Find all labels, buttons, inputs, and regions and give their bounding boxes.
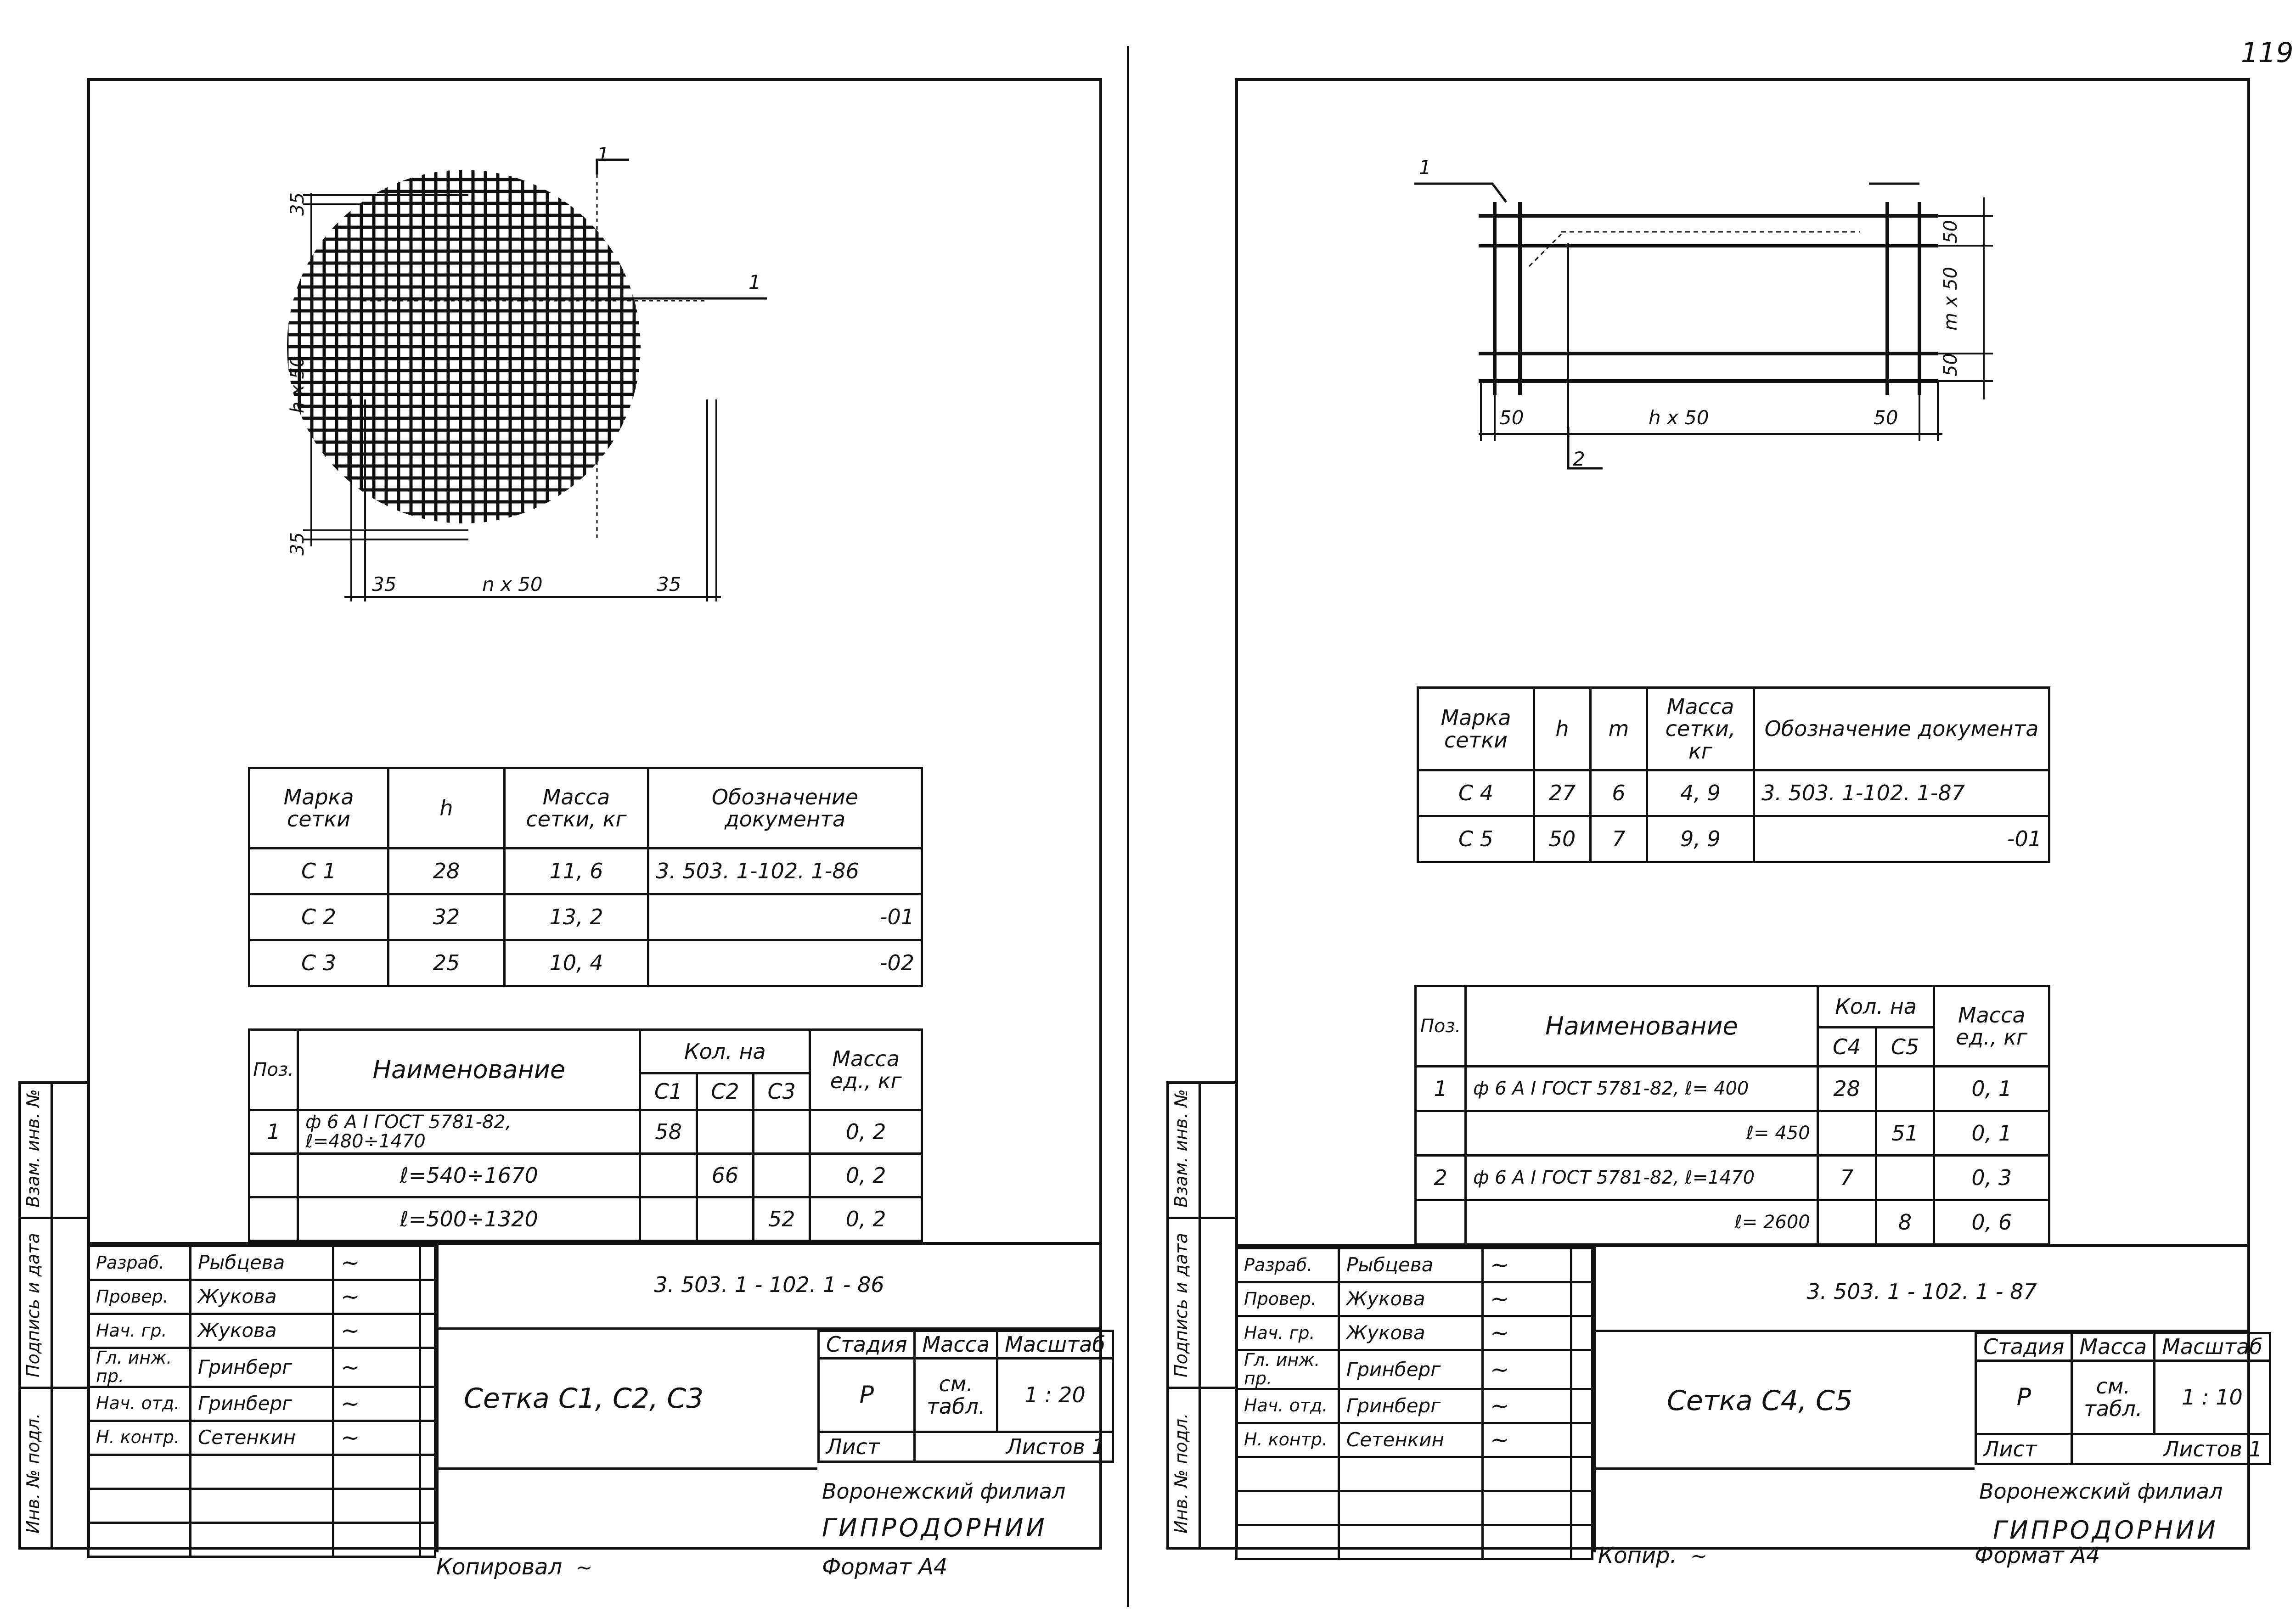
left-parts-mass: 0, 2 xyxy=(810,1154,922,1197)
right-spec-h-m: m xyxy=(1591,688,1647,770)
right-spec-cell: С 5 xyxy=(1418,816,1534,862)
right-org-2: ГИПРОДОРНИИ xyxy=(1993,1516,2218,1545)
right-spec-cell: -01 xyxy=(1754,816,2049,862)
right-side-divider xyxy=(1199,1081,1201,1550)
signatory-role: Разраб. xyxy=(89,1246,191,1280)
left-spec-cell: 3. 503. 1-102. 1-86 xyxy=(648,848,922,894)
signatory-name: Жукова xyxy=(190,1280,333,1314)
date-cell xyxy=(420,1246,435,1280)
right-parts-h-pos: Поз. xyxy=(1416,986,1466,1067)
right-parts-q: 8 xyxy=(1876,1200,1934,1245)
left-parts-h-c2: С2 xyxy=(697,1073,753,1110)
left-parts-h-c3: С3 xyxy=(754,1073,810,1110)
right-spec-cell: С 4 xyxy=(1418,770,1534,816)
right-org-1: Воронежский филиал xyxy=(1979,1479,2223,1504)
signatory-role xyxy=(89,1455,191,1489)
left-side-divider xyxy=(51,1081,53,1550)
signatory-name: Жукова xyxy=(1339,1282,1483,1316)
left-spec-cell: С 2 xyxy=(249,894,388,940)
date-cell xyxy=(1571,1525,1593,1559)
left-signatory-grid xyxy=(87,1245,436,1558)
left-dim-right: 35 xyxy=(657,573,681,596)
signatory-row xyxy=(1237,1525,1593,1559)
left-spec-h-doc: Обозначение документа xyxy=(648,768,922,848)
right-signatory-grid xyxy=(1235,1247,1593,1560)
left-parts-pos: 1 xyxy=(249,1110,298,1154)
signatory-name: Гринберг xyxy=(190,1387,333,1421)
signatory-name xyxy=(190,1489,333,1522)
left-dim-height: h x 50 xyxy=(287,355,308,413)
steel-mesh-circle xyxy=(276,147,804,629)
signatory-name: Жукова xyxy=(1339,1316,1483,1350)
signature-mark: ~ xyxy=(1483,1389,1571,1423)
right-parts-pos xyxy=(1416,1111,1466,1156)
signatory-row xyxy=(89,1348,435,1387)
signatory-role: Нач. отд. xyxy=(1237,1389,1339,1423)
right-scale-h: Масштаб xyxy=(2155,1333,2270,1361)
date-cell xyxy=(1571,1350,1593,1389)
signature-mark: ~ xyxy=(1483,1350,1571,1389)
right-mass-h: Масса xyxy=(2072,1333,2155,1361)
date-cell xyxy=(420,1387,435,1421)
signatory-role: Провер. xyxy=(89,1280,191,1314)
signatory-name xyxy=(1339,1491,1483,1525)
right-spec-cell: 27 xyxy=(1534,770,1591,816)
right-spec-h-mark: Марка сетки xyxy=(1418,688,1534,770)
signature-mark: ~ xyxy=(333,1314,420,1348)
signature-mark xyxy=(1483,1491,1571,1525)
left-dim-mid: n x 50 xyxy=(482,573,543,596)
right-dim-bot: 50 xyxy=(1940,353,1961,376)
right-side-label-inv: Инв. № подл. xyxy=(1171,1413,1191,1534)
signatory-row xyxy=(89,1246,435,1280)
signatory-role xyxy=(1237,1491,1339,1525)
signatory-row xyxy=(1237,1423,1593,1457)
right-stage-h: Стадия xyxy=(1976,1333,2072,1361)
signature-mark: ~ xyxy=(1483,1248,1571,1282)
signatory-name xyxy=(1339,1457,1483,1491)
left-parts-h-pos: Поз. xyxy=(249,1030,298,1110)
signature-mark xyxy=(333,1455,420,1489)
right-parts-mass: 0, 6 xyxy=(1934,1200,2049,1245)
right-scale: 1 : 10 xyxy=(2155,1361,2270,1434)
signatory-row xyxy=(89,1522,435,1556)
right-spec-cell: 4, 9 xyxy=(1647,770,1754,816)
right-parts-q: 51 xyxy=(1876,1111,1934,1156)
signature-mark: ~ xyxy=(569,1556,593,1579)
left-callout-2: 1 xyxy=(748,271,761,293)
signature-mark xyxy=(333,1522,420,1556)
right-parts-h-c5: С5 xyxy=(1876,1028,1934,1067)
signatory-name xyxy=(190,1522,333,1556)
right-stage: Р xyxy=(1976,1361,2072,1434)
left-dim-top: 35 xyxy=(287,192,308,216)
left-parts-q xyxy=(754,1154,810,1197)
right-spec-cell: 50 xyxy=(1534,816,1591,862)
date-cell xyxy=(420,1455,435,1489)
right-parts-table xyxy=(1414,985,2050,1246)
signature-mark: ~ xyxy=(1483,1423,1571,1457)
right-sheets: Листов 1 xyxy=(2072,1434,2270,1464)
left-parts-table xyxy=(248,1028,923,1242)
steel-mesh-rect xyxy=(1387,152,2020,482)
left-parts-pos xyxy=(249,1154,298,1197)
right-sheet: Лист xyxy=(1976,1434,2072,1464)
left-side-sep1 xyxy=(18,1217,90,1219)
right-spec-table xyxy=(1417,686,2050,863)
left-sheet-title: Сетка С1, С2, С3 xyxy=(464,1382,704,1415)
signatory-role: Гл. инж. пр. xyxy=(1237,1350,1339,1389)
left-spec-cell: 32 xyxy=(388,894,505,940)
signatory-row xyxy=(89,1387,435,1421)
signature-mark xyxy=(1483,1525,1571,1559)
date-cell xyxy=(1571,1491,1593,1525)
left-spec-h-mass: Масса сетки, кг xyxy=(505,768,648,848)
signatory-name: Жукова xyxy=(190,1314,333,1348)
left-format-label: Формат А4 xyxy=(822,1554,948,1580)
signature-mark xyxy=(1483,1457,1571,1491)
signature-mark: ~ xyxy=(333,1280,420,1314)
signature-mark: ~ xyxy=(1483,1316,1571,1350)
right-parts-pos: 2 xyxy=(1416,1156,1466,1200)
signature-mark: ~ xyxy=(333,1421,420,1455)
right-parts-h-c4: С4 xyxy=(1818,1028,1876,1067)
signatory-row xyxy=(1237,1491,1593,1525)
left-scale-h: Масштаб xyxy=(997,1331,1113,1359)
left-sheets: Листов 1 xyxy=(915,1432,1113,1462)
date-cell xyxy=(1571,1248,1593,1282)
signatory-name: Сетенкин xyxy=(1339,1423,1483,1457)
signatory-role xyxy=(1237,1457,1339,1491)
signatory-row xyxy=(1237,1282,1593,1316)
date-cell xyxy=(420,1280,435,1314)
date-cell xyxy=(420,1489,435,1522)
right-parts-q xyxy=(1876,1067,1934,1111)
signature-mark: ~ xyxy=(333,1246,420,1280)
signatory-name: Рыбцева xyxy=(1339,1248,1483,1282)
left-parts-q xyxy=(754,1110,810,1154)
signature-mark xyxy=(333,1489,420,1522)
left-copied-label xyxy=(436,1554,592,1580)
right-spec-cell: 7 xyxy=(1591,816,1647,862)
right-parts-mass: 0, 1 xyxy=(1934,1067,2049,1111)
date-cell xyxy=(420,1421,435,1455)
left-stage: Р xyxy=(819,1359,915,1432)
left-parts-q xyxy=(640,1154,697,1197)
left-org-1: Воронежский филиал xyxy=(822,1479,1066,1504)
left-spec-cell: -02 xyxy=(648,940,922,986)
right-mass: см. табл. xyxy=(2072,1361,2155,1434)
signatory-role xyxy=(89,1489,191,1522)
right-dim-left: 50 xyxy=(1499,406,1524,429)
right-parts-mass: 0, 3 xyxy=(1934,1156,2049,1200)
signature-mark: ~ xyxy=(1483,1282,1571,1316)
signatory-name: Гринберг xyxy=(1339,1350,1483,1389)
right-side-sep2 xyxy=(1166,1387,1238,1389)
signatory-role xyxy=(89,1522,191,1556)
right-parts-name: ф 6 А I ГОСТ 5781-82, ℓ=1470 xyxy=(1466,1156,1818,1200)
left-mass-h: Масса xyxy=(915,1331,997,1359)
left-spec-cell: 11, 6 xyxy=(505,848,648,894)
right-side-label-replace: Взам. инв. № xyxy=(1171,1089,1191,1208)
right-spec-h-n: h xyxy=(1534,688,1591,770)
signatory-name: Гринберг xyxy=(190,1348,333,1387)
left-spec-cell: С 3 xyxy=(249,940,388,986)
signatory-row xyxy=(1237,1389,1593,1423)
signatory-role xyxy=(1237,1525,1339,1559)
left-parts-name: ф 6 А I ГОСТ 5781-82, ℓ=480÷1470 xyxy=(298,1110,640,1154)
right-dim-right: 50 xyxy=(1874,406,1898,429)
signatory-role: Гл. инж. пр. xyxy=(89,1348,191,1387)
signatory-role: Провер. xyxy=(1237,1282,1339,1316)
right-spec-h-doc: Обозначение документа xyxy=(1754,688,2049,770)
left-mass: см. табл. xyxy=(915,1359,997,1432)
left-spec-cell: 25 xyxy=(388,940,505,986)
right-parts-h-name: Наименование xyxy=(1466,986,1818,1067)
date-cell xyxy=(1571,1389,1593,1423)
signatory-row xyxy=(1237,1350,1593,1389)
right-parts-h-mass: Масса ед., кг xyxy=(1934,986,2049,1067)
right-callout-2: 2 xyxy=(1573,448,1585,470)
right-spec-cell: 3. 503. 1-102. 1-87 xyxy=(1754,770,2049,816)
left-parts-pos xyxy=(249,1197,298,1241)
right-format-label: Формат А4 xyxy=(1975,1543,2100,1568)
date-cell xyxy=(1571,1282,1593,1316)
left-parts-mass: 0, 2 xyxy=(810,1110,922,1154)
right-spec-h-mass: Масса сетки, кг xyxy=(1647,688,1754,770)
right-stage-grid xyxy=(1975,1332,2271,1465)
right-copied-label xyxy=(1598,1543,1707,1568)
right-parts-mass: 0, 1 xyxy=(1934,1111,2049,1156)
date-cell xyxy=(1571,1316,1593,1350)
left-spec-cell: 28 xyxy=(388,848,505,894)
left-parts-h-mass: Масса ед., кг xyxy=(810,1030,922,1110)
left-parts-q xyxy=(697,1197,753,1241)
left-side-label-sign: Подпись и дата xyxy=(23,1233,43,1377)
left-parts-mass: 0, 2 xyxy=(810,1197,922,1241)
left-parts-h-c1: С1 xyxy=(640,1073,697,1110)
right-parts-q: 7 xyxy=(1818,1156,1876,1200)
left-title-block xyxy=(87,1242,1105,1552)
right-parts-pos: 1 xyxy=(1416,1067,1466,1111)
left-org-2: ГИПРОДОРНИИ xyxy=(822,1513,1047,1542)
left-parts-h-name: Наименование xyxy=(298,1030,640,1110)
left-spec-cell: 10, 4 xyxy=(505,940,648,986)
left-spec-table xyxy=(248,767,923,987)
left-parts-h-qty: Кол. на xyxy=(640,1030,810,1073)
right-side-label-sign: Подпись и дата xyxy=(1171,1233,1191,1377)
date-cell xyxy=(1571,1423,1593,1457)
right-parts-pos xyxy=(1416,1200,1466,1245)
signatory-role: Нач. гр. xyxy=(1237,1316,1339,1350)
right-parts-name: ℓ= 450 xyxy=(1466,1111,1818,1156)
signatory-row xyxy=(89,1489,435,1522)
right-side-sep1 xyxy=(1166,1217,1238,1219)
right-parts-h-qty: Кол. на xyxy=(1818,986,1934,1028)
right-parts-q xyxy=(1818,1200,1876,1245)
left-parts-q xyxy=(697,1110,753,1154)
right-dim-top: 50 xyxy=(1940,220,1961,243)
right-sheet-title: Сетка С4, С5 xyxy=(1667,1385,1853,1417)
right-parts-q xyxy=(1876,1156,1934,1200)
signatory-row xyxy=(89,1421,435,1455)
signatory-name xyxy=(1339,1525,1483,1559)
left-side-label-replace: Взам. инв. № xyxy=(23,1089,43,1208)
left-scale: 1 : 20 xyxy=(997,1359,1113,1432)
date-cell xyxy=(420,1522,435,1556)
signatory-role: Н. контр. xyxy=(1237,1423,1339,1457)
signatory-role: Разраб. xyxy=(1237,1248,1339,1282)
date-cell xyxy=(1571,1457,1593,1491)
signatory-row xyxy=(1237,1248,1593,1282)
signatory-row xyxy=(1237,1457,1593,1491)
signatory-role: Нач. гр. xyxy=(89,1314,191,1348)
left-spec-cell: -01 xyxy=(648,894,922,940)
right-callout-1: 1 xyxy=(1419,156,1431,179)
signatory-name: Рыбцева xyxy=(190,1246,333,1280)
right-parts-name: ф 6 А I ГОСТ 5781-82, ℓ= 400 xyxy=(1466,1067,1818,1111)
left-parts-q xyxy=(640,1197,697,1241)
right-spec-cell: 9, 9 xyxy=(1647,816,1754,862)
left-spec-cell: 13, 2 xyxy=(505,894,648,940)
signatory-row xyxy=(89,1314,435,1348)
signatory-role: Нач. отд. xyxy=(89,1387,191,1421)
signature-mark: ~ xyxy=(333,1348,420,1387)
left-stage-grid xyxy=(817,1330,1114,1463)
right-copied-text: Копир. xyxy=(1598,1543,1677,1568)
left-parts-name: ℓ=500÷1320 xyxy=(298,1197,640,1241)
right-title-block xyxy=(1235,1244,2262,1552)
left-doc-code: 3. 503. 1 - 102. 1 - 86 xyxy=(654,1272,884,1297)
left-copied-text: Копировал xyxy=(436,1554,563,1580)
left-dim-bottom: 35 xyxy=(287,532,308,556)
right-parts-name: ℓ= 2600 xyxy=(1466,1200,1818,1245)
signatory-name: Гринберг xyxy=(1339,1389,1483,1423)
left-spec-h-n: h xyxy=(388,768,505,848)
page-number: 119 xyxy=(2241,37,2294,69)
right-parts-q: 28 xyxy=(1818,1067,1876,1111)
left-parts-q: 58 xyxy=(640,1110,697,1154)
date-cell xyxy=(420,1348,435,1387)
left-side-sep2 xyxy=(18,1387,90,1389)
signatory-name xyxy=(190,1455,333,1489)
left-side-label-inv: Инв. № подл. xyxy=(23,1413,43,1534)
signature-mark: ~ xyxy=(333,1387,420,1421)
date-cell xyxy=(420,1314,435,1348)
sheet-divider xyxy=(1127,46,1129,1607)
left-parts-q: 66 xyxy=(697,1154,753,1197)
right-dim-center: h x 50 xyxy=(1649,406,1709,429)
signatory-row xyxy=(1237,1316,1593,1350)
left-parts-name: ℓ=540÷1670 xyxy=(298,1154,640,1197)
right-spec-cell: 6 xyxy=(1591,770,1647,816)
right-dim-mid: m x 50 xyxy=(1940,267,1961,331)
left-sheet: Лист xyxy=(819,1432,915,1462)
left-parts-q: 52 xyxy=(754,1197,810,1241)
left-spec-h-mark: Марка сетки xyxy=(249,768,388,848)
left-dim-left: 35 xyxy=(372,573,397,596)
left-spec-cell: С 1 xyxy=(249,848,388,894)
right-doc-code: 3. 503. 1 - 102. 1 - 87 xyxy=(1806,1279,2037,1304)
left-stage-h: Стадия xyxy=(819,1331,915,1359)
signature-mark: ~ xyxy=(1684,1545,1707,1568)
signatory-role: Н. контр. xyxy=(89,1421,191,1455)
signatory-row xyxy=(89,1280,435,1314)
left-callout-1: 1 xyxy=(597,143,609,166)
signatory-row xyxy=(89,1455,435,1489)
right-parts-q xyxy=(1818,1111,1876,1156)
signatory-name: Сетенкин xyxy=(190,1421,333,1455)
